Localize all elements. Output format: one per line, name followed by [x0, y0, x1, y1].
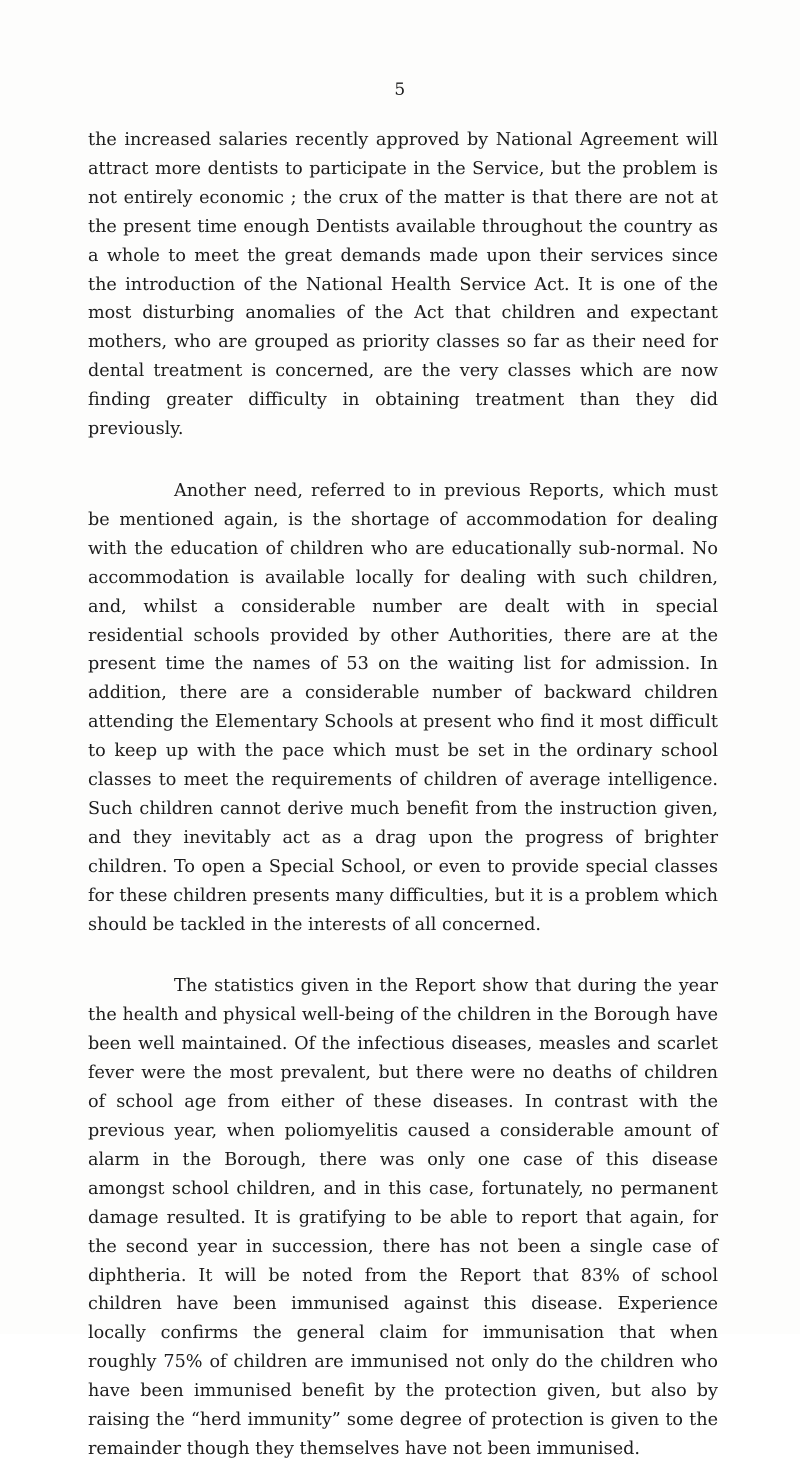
paragraph-dental-services: the increased salaries recently approved by National Agreement will attract more dentists to participate in the Service, but the problem is not entirely economic ; the crux of the matter is that there are not at the present time enough Dentists available throughout the country as a whole to meet the great demands made upon their services since the introduction of the National Health Service Act. It is one of the most disturbing anomalies of the Act that children and expectant mothers, who are grouped as priority classes so far as their need for dental treatment is concerned, are the very classes which are now finding greater difficulty in obtaining treatment than they did previously.	[88, 130, 718, 440]
paragraph-special-education: Another need, referred to in previous Reports, which must be mentioned again, is the shortage of accommodation for dealing with the education of children who are educationally sub-normal. No accommodation is available locally for dealing with such children, and, whilst a considerable number are dealt with in special residential schools provided by other Authorities, there are at the present time the names of 53 on the waiting list for admission. In addition, there are a considerable number of backward children attending the Elementary Schools at present who find it most difficult to keep up with the pace which must be set in the ordinary school classes to meet the requirements of children of average intelligence. Such children cannot derive much benefit from the instruction given, and they inevitably act as a drag upon the progress of brighter children. To open a Special School, or even to provide special classes for these children presents many difficulties, but it is a problem which should be tackled in the interests of all concerned.	[88, 480, 718, 935]
body-text	[88, 126, 718, 1464]
paragraph-health-statistics: The statistics given in the Report show that during the year the health and physical well-being of the children in the Borough have been well maintained. Of the infectious diseases, measles and scarlet fever were the most prevalent, but there were no deaths of children of school age from either of these diseases. In contrast with the previous year, when poliomyelitis caused a considerable amount of alarm in the Borough, there was only one case of this disease amongst school children, and in this case, fortunately, no permanent damage resulted. It is gratifying to be able to report that again, for the second year in succession, there has not been a single case of diphtheria. It will be noted from the Report that 83% of school children have been immunised against this disease. Experience locally confirms the general claim for immunisation that when roughly 75% of children are immunised not only do the children who have been immunised benefit by the protection given, but also by raising the “herd immunity” some degree of protection is given to the remainder though they themselves have not been immunised.	[88, 976, 718, 1459]
page-number: 5	[394, 80, 406, 100]
